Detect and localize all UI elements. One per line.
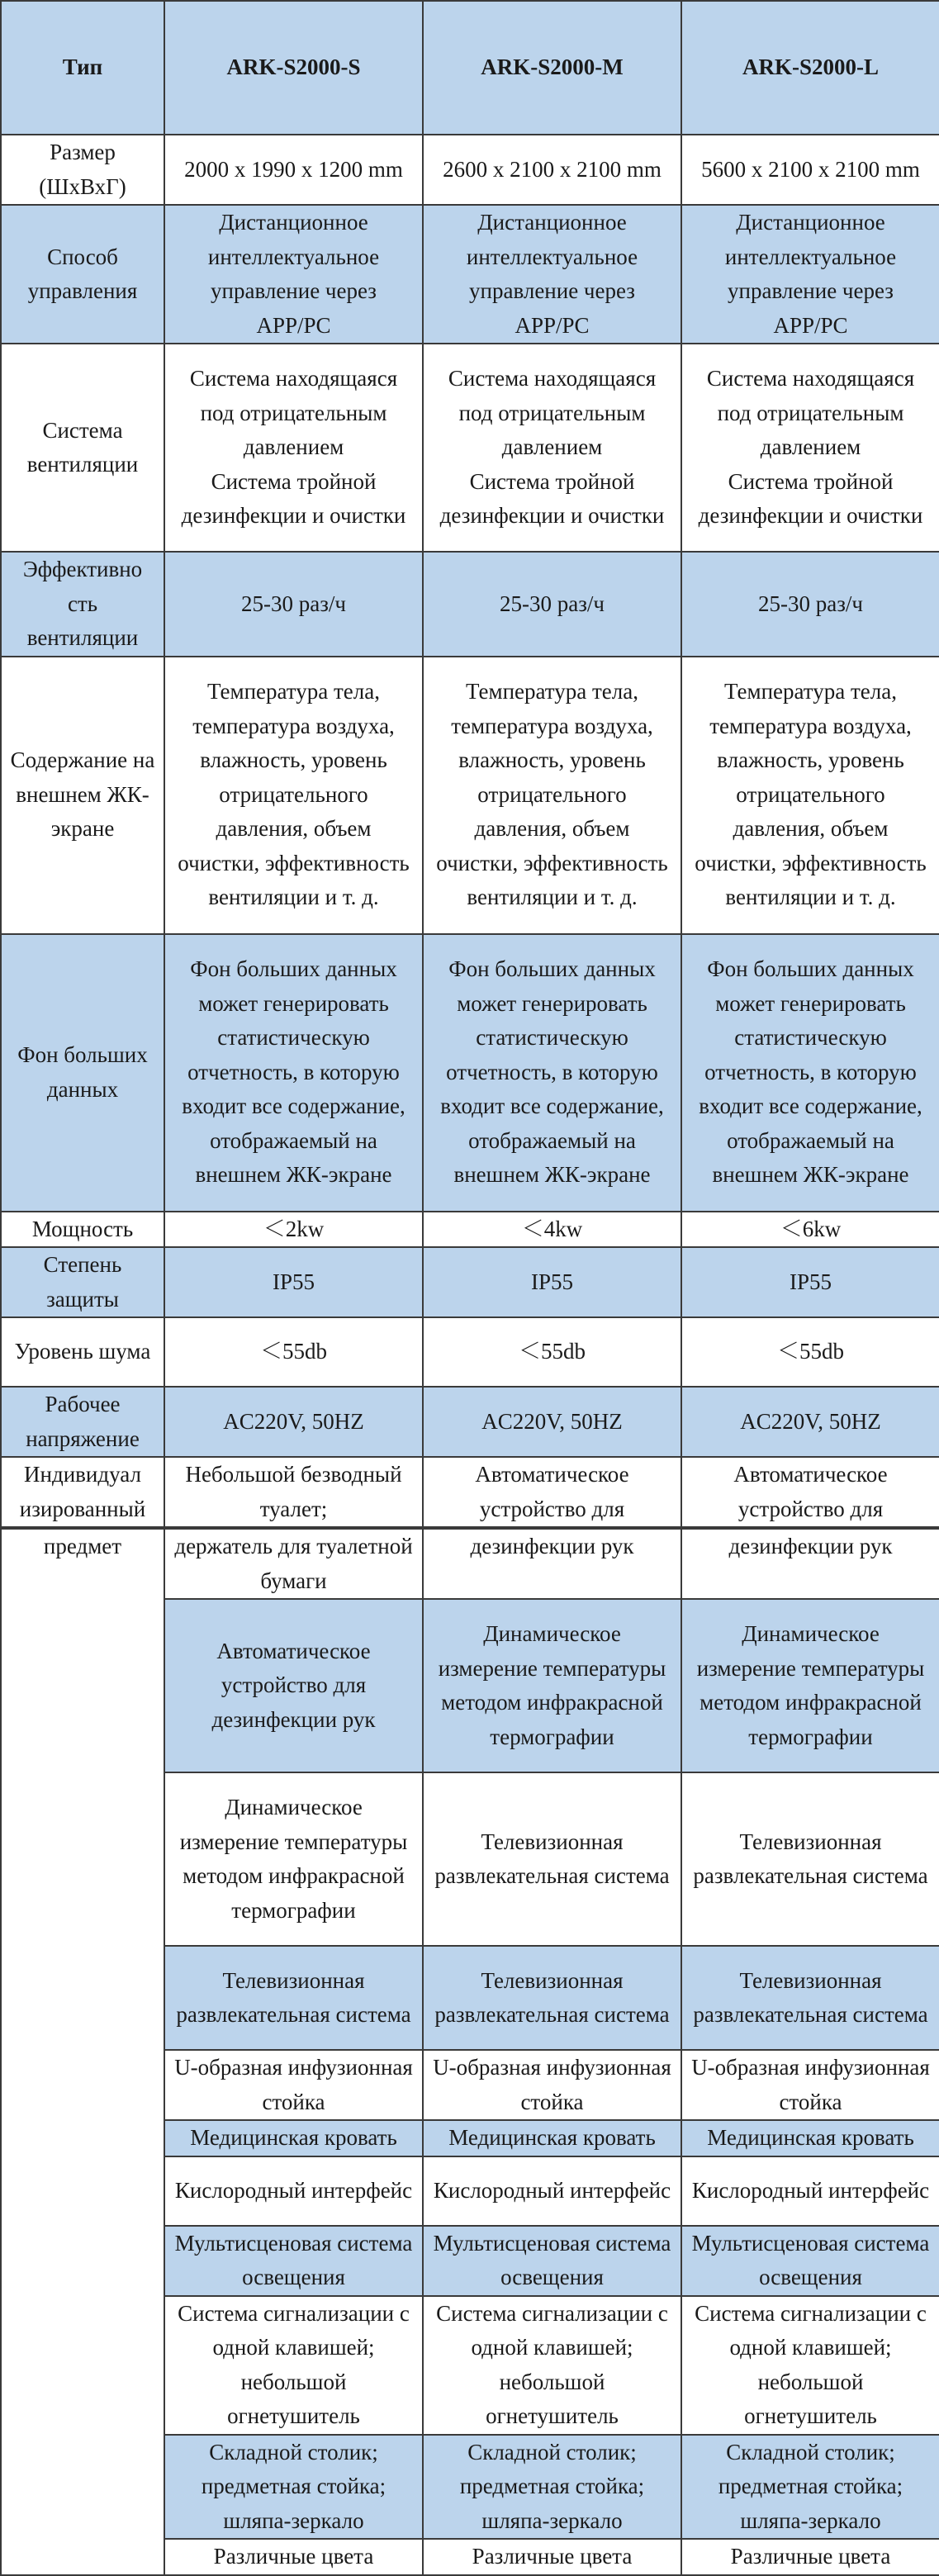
cell: AC220V, 50HZ xyxy=(681,1387,939,1457)
cell: Кислородный интерфейс xyxy=(164,2156,423,2226)
cell: Различные цвета xyxy=(423,2539,681,2575)
row-label: Эффективно сть вентиляции xyxy=(1,552,164,657)
cell: ＜55db xyxy=(164,1317,423,1387)
cell: Складной столик; предметная стойка; шляпа-зеркало xyxy=(681,2435,939,2540)
cell: IP55 xyxy=(164,1247,423,1317)
row-label: Уровень шума xyxy=(1,1317,164,1387)
header-row xyxy=(1,1,939,135)
cell: U-образная инфузионная стойка xyxy=(681,2050,939,2120)
cell: AC220V, 50HZ xyxy=(423,1387,681,1457)
cell: Телевизионная развлекательная система xyxy=(423,1772,681,1946)
cell: Складной столик; предметная стойка; шляпа-зеркало xyxy=(164,2435,423,2540)
cell: Система находящаяся под отрицательным давлением Система тройной дезинфекции и очистки xyxy=(681,344,939,552)
cell: дезинфекции рук xyxy=(423,1529,681,1599)
cell: ＜4kw xyxy=(423,1212,681,1248)
cell: Телевизионная развлекательная система xyxy=(681,1772,939,1946)
cell: Автоматическое устройство для xyxy=(681,1457,939,1527)
cell: IP55 xyxy=(423,1247,681,1317)
cell: Различные цвета xyxy=(681,2539,939,2575)
cell: Мультисценовая система освещения xyxy=(423,2226,681,2296)
cell: Кислородный интерфейс xyxy=(423,2156,681,2226)
row-label: Способ управления xyxy=(1,205,164,344)
spec-table-continued xyxy=(0,1528,939,2576)
cell: Мультисценовая система освещения xyxy=(681,2226,939,2296)
table-row xyxy=(1,1247,939,1317)
cell: Складной столик; предметная стойка; шляпа-зеркало xyxy=(423,2435,681,2540)
cell: дезинфекции рук xyxy=(681,1529,939,1599)
cell: Дистанционное интеллектуальное управление через APP/PC xyxy=(423,205,681,344)
cell: 25-30 раз/ч xyxy=(423,552,681,657)
cell: Дистанционное интеллектуальное управление через APP/PC xyxy=(164,205,423,344)
table-row xyxy=(1,1387,939,1457)
cell: Система сигнализации с одной клавишей; небольшой огнетушитель xyxy=(681,2296,939,2435)
cell: Система находящаяся под отрицательным давлением Система тройной дезинфекции и очистки xyxy=(423,344,681,552)
cell: U-образная инфузионная стойка xyxy=(164,2050,423,2120)
cell: U-образная инфузионная стойка xyxy=(423,2050,681,2120)
table-row xyxy=(1,657,939,934)
cell: Система сигнализации с одной клавишей; небольшой огнетушитель xyxy=(164,2296,423,2435)
cell: Телевизионная развлекательная система xyxy=(423,1946,681,2050)
cell: Температура тела, температура воздуха, влажность, уровень отрицательного давления, объем очистки, эффективность вентиляции и т. д. xyxy=(681,657,939,934)
cell: Мультисценовая система освещения xyxy=(164,2226,423,2296)
cell: Кислородный интерфейс xyxy=(681,2156,939,2226)
row-label: Рабочее напряжение xyxy=(1,1387,164,1457)
cell: держатель для туалетной бумаги xyxy=(164,1529,423,1599)
table-row xyxy=(1,934,939,1212)
row-label: Размер (ШхВхГ) xyxy=(1,135,164,205)
cell: Фон больших данных может генерировать статистическую отчетность, в которую входит все содержание, отображаемый на внешнем ЖК-экране xyxy=(164,934,423,1212)
cell: Система находящаяся под отрицательным давлением Система тройной дезинфекции и очистки xyxy=(164,344,423,552)
cell: ＜2kw xyxy=(164,1212,423,1248)
row-label: Система вентиляции xyxy=(1,344,164,552)
header-model-s: ARK-S2000-S xyxy=(164,1,423,135)
cell: 25-30 раз/ч xyxy=(164,552,423,657)
cell: ＜6kw xyxy=(681,1212,939,1248)
cell: Медицинская кровать xyxy=(164,2120,423,2156)
row-label: Содержание на внешнем ЖК-экране xyxy=(1,657,164,934)
table-row xyxy=(1,1317,939,1387)
cell: 2000 x 1990 x 1200 mm xyxy=(164,135,423,205)
table-row xyxy=(1,135,939,205)
cell: Фон больших данных может генерировать статистическую отчетность, в которую входит все содержание, отображаемый на внешнем ЖК-экране xyxy=(681,934,939,1212)
cell: Динамическое измерение температуры методом инфракрасной термографии xyxy=(164,1772,423,1946)
table-row xyxy=(1,205,939,344)
cell: ＜55db xyxy=(423,1317,681,1387)
cell: Небольшой безводный туалет; xyxy=(164,1457,423,1527)
cell: AC220V, 50HZ xyxy=(164,1387,423,1457)
row-label: Индивидуал изированный xyxy=(1,1457,164,1527)
header-model-l: ARK-S2000-L xyxy=(681,1,939,135)
cell: Дистанционное интеллектуальное управление через APP/PC xyxy=(681,205,939,344)
cell: Медицинская кровать xyxy=(681,2120,939,2156)
cell: Динамическое измерение температуры методом инфракрасной термографии xyxy=(681,1599,939,1772)
cell: Температура тела, температура воздуха, влажность, уровень отрицательного давления, объем очистки, эффективность вентиляции и т. д. xyxy=(423,657,681,934)
cell: Автоматическое устройство для xyxy=(423,1457,681,1527)
row-label: предмет xyxy=(1,1529,164,2575)
table-row xyxy=(1,552,939,657)
cell: Медицинская кровать xyxy=(423,2120,681,2156)
row-label: Фон больших данных xyxy=(1,934,164,1212)
cell: IP55 xyxy=(681,1247,939,1317)
row-label: Мощность xyxy=(1,1212,164,1248)
cell: Динамическое измерение температуры методом инфракрасной термографии xyxy=(423,1599,681,1772)
table-row xyxy=(1,1212,939,1248)
cell: 25-30 раз/ч xyxy=(681,552,939,657)
cell: Температура тела, температура воздуха, влажность, уровень отрицательного давления, объем очистки, эффективность вентиляции и т. д. xyxy=(164,657,423,934)
row-label: Степень защиты xyxy=(1,1247,164,1317)
cell: Различные цвета xyxy=(164,2539,423,2575)
cell: Автоматическое устройство для дезинфекции рук xyxy=(164,1599,423,1772)
cell: 2600 x 2100 x 2100 mm xyxy=(423,135,681,205)
header-model-m: ARK-S2000-M xyxy=(423,1,681,135)
cell: Телевизионная развлекательная система xyxy=(164,1946,423,2050)
header-type: Тип xyxy=(1,1,164,135)
cell: Система сигнализации с одной клавишей; небольшой огнетушитель xyxy=(423,2296,681,2435)
cell: Телевизионная развлекательная система xyxy=(681,1946,939,2050)
table-row xyxy=(1,1457,939,1527)
table-row xyxy=(1,1529,939,1599)
cell: 5600 x 2100 x 2100 mm xyxy=(681,135,939,205)
table-row xyxy=(1,344,939,552)
cell: ＜55db xyxy=(681,1317,939,1387)
cell: Фон больших данных может генерировать статистическую отчетность, в которую входит все содержание, отображаемый на внешнем ЖК-экране xyxy=(423,934,681,1212)
